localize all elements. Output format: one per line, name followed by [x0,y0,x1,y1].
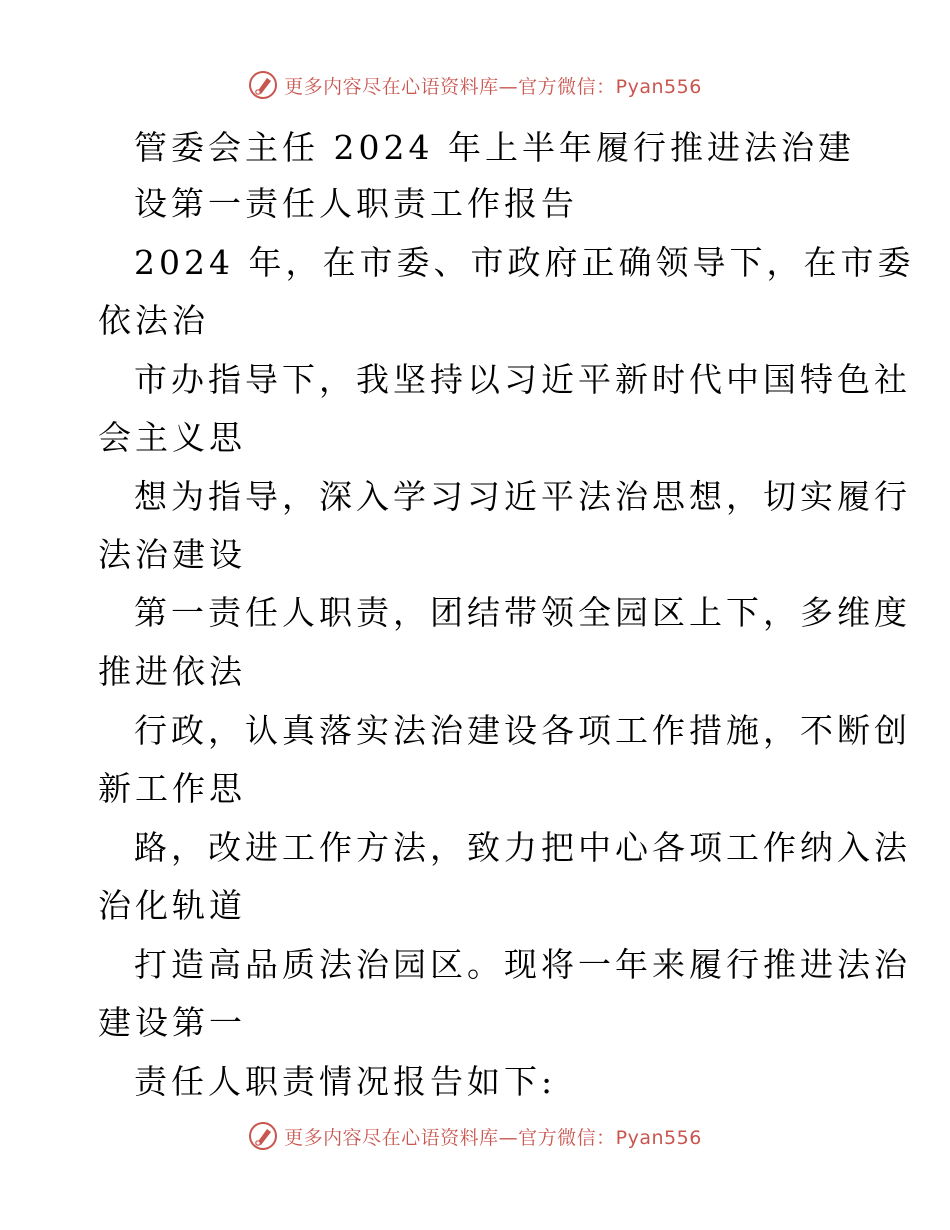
body-line: 法治建设 [98,535,246,574]
body-line: 行政，认真落实法治建设各项工作措施，不断创 [134,711,911,750]
body-line: 新工作思 [98,769,246,808]
title-line-2: 设第一责任人职责工作报告 [134,184,578,223]
body-line: 路，改进工作方法，致力把中心各项工作纳入法 [134,828,911,867]
watermark-footer [0,1121,950,1151]
pen-nib-logo-icon [248,1121,278,1151]
body-line: 想为指导，深入学习习近平法治思想，切实履行 [134,477,911,516]
body-line: 第一责任人职责，团结带领全园区上下，多维度 [134,593,911,632]
body-line: 治化轨道 [98,886,246,925]
body-line: 建设第一 [98,1003,246,1042]
body-line: 市办指导下，我坚持以习近平新时代中国特色社 [134,360,911,399]
body-line: 责任人职责情况报告如下: [134,1062,557,1101]
pen-nib-logo-icon [248,70,278,100]
body-line: 会主义思 [98,418,246,457]
body-line: 打造高品质法治园区。现将一年来履行推进法治 [134,945,911,984]
watermark-text: 更多内容尽在心语资料库—官方微信：Pyan556 [284,75,702,98]
watermark-text: 更多内容尽在心语资料库—官方微信：Pyan556 [284,1126,702,1149]
body-line: 依法治 [98,301,209,340]
body-line: 2024 年，在市委、市政府正确领导下，在市委 [134,243,915,282]
watermark-header [0,70,950,100]
body-line: 推进依法 [98,652,246,691]
title-line-1: 管委会主任 2024 年上半年履行推进法治建 [134,128,855,167]
